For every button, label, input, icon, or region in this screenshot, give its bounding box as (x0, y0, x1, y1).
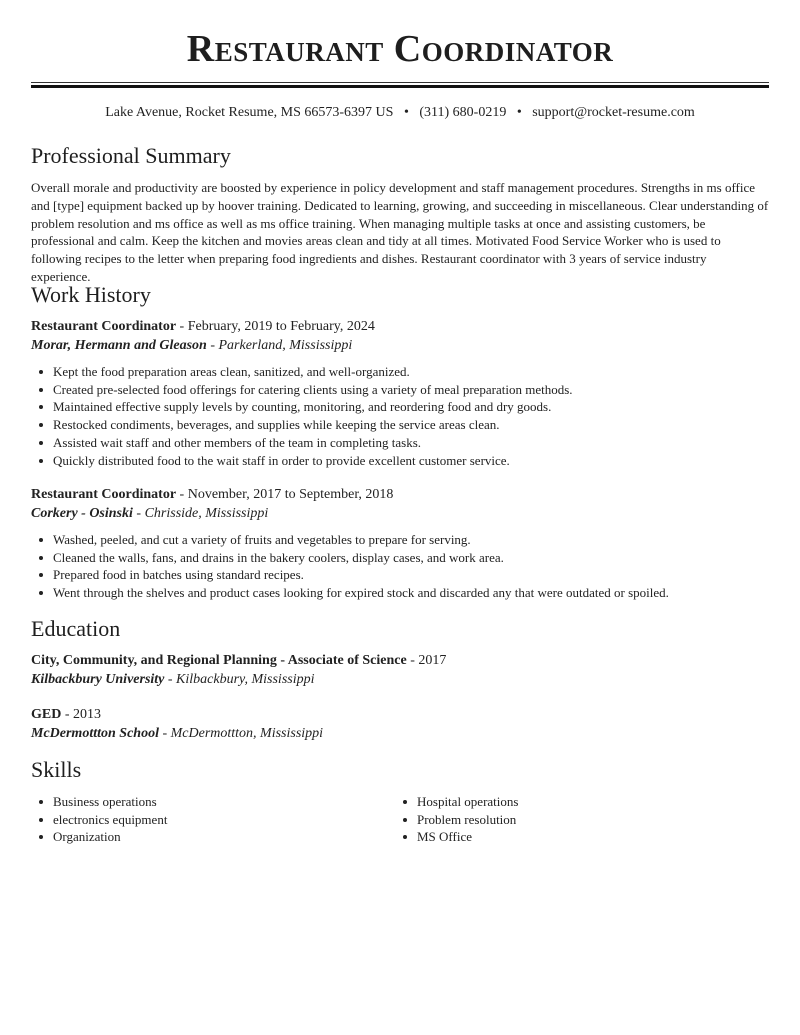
school-line (31, 671, 315, 689)
contact-phone: (311) 680-0219 (419, 105, 507, 120)
degree-name: City, Community, and Regional Planning - Associate of Science (31, 653, 407, 668)
resume-page (31, 0, 769, 845)
skills-list-right (395, 793, 518, 846)
list-item: Maintained effective supply levels by counting, monitoring, and reordering food and dry goods. (31, 398, 573, 416)
job-title: Restaurant Coordinator (31, 319, 177, 334)
skills-list-left (31, 793, 167, 846)
section-heading-education: Education (31, 616, 121, 641)
school-line (31, 725, 323, 743)
job-title-line (31, 486, 393, 504)
job-dates: - November, 2017 to September, 2018 (176, 487, 394, 502)
list-item: Prepared food in batches using standard recipes. (31, 566, 669, 584)
resume-title: Restaurant Coordinator (186, 28, 614, 70)
section-heading-work-history: Work History (31, 282, 151, 307)
title-divider-thick (31, 85, 769, 88)
school-name: McDermottton School (31, 726, 159, 741)
employer-location: - Parkerland, Mississippi (206, 338, 353, 353)
skill-item: Hospital operations (395, 793, 518, 811)
employer-line (31, 337, 352, 355)
list-item: Restocked condiments, beverages, and supplies while keeping the service areas clean. (31, 416, 573, 434)
degree-line (31, 652, 446, 670)
contact-address: Lake Avenue, Rocket Resume, MS 66573-6397 US (105, 105, 394, 120)
skill-item: MS Office (395, 828, 518, 846)
bullet-separator: • (516, 105, 522, 120)
summary-text: Overall morale and productivity are boosted by experience in policy development and staff management procedures. Strengths in ms office and [type] equipment backed up by hoover training. Dedicated to learning, growing, and succeeding in miscellaneous. Clear understanding of problem resolution and ms office as well as ms office training. When managing multiple tasks at once and assisting customers, be professional and calm. Keep the kitchen and movies areas clean and tidy at all times. Motivated Food Service Worker who is used to following recipes to the letter when preparing food ingredients and dishes. Restaurant coordinator with 3 years of service industry experience. (31, 180, 769, 284)
degree-year: - 2017 (406, 653, 447, 668)
bullet-separator: • (403, 105, 409, 120)
skill-item: electronics equipment (31, 811, 167, 829)
list-item: Assisted wait staff and other members of the team in completing tasks. (31, 434, 573, 452)
job-duties-list (31, 363, 573, 469)
degree-name: GED (31, 707, 62, 722)
contact-info (31, 104, 769, 122)
list-item: Created pre-selected food offerings for catering clients using a variety of meal preparation methods. (31, 381, 573, 399)
title-divider-thin (31, 82, 769, 83)
skill-item: Organization (31, 828, 167, 846)
list-item: Quickly distributed food to the wait staff in order to provide excellent customer service. (31, 452, 573, 470)
employer-name: Morar, Hermann and Gleason (31, 338, 207, 353)
employer-line (31, 505, 268, 523)
skill-item: Business operations (31, 793, 167, 811)
job-duties-list (31, 531, 669, 602)
section-heading-summary: Professional Summary (31, 143, 231, 168)
degree-line (31, 706, 101, 724)
degree-year: - 2013 (61, 707, 102, 722)
school-location: - Kilbackbury, Mississippi (164, 672, 315, 687)
list-item: Cleaned the walls, fans, and drains in the bakery coolers, display cases, and work area. (31, 549, 669, 567)
list-item: Kept the food preparation areas clean, sanitized, and well-organized. (31, 363, 573, 381)
school-name: Kilbackbury University (31, 672, 165, 687)
job-dates: - February, 2019 to February, 2024 (176, 319, 375, 334)
job-title: Restaurant Coordinator (31, 487, 177, 502)
employer-location: - Chrisside, Mississippi (132, 506, 269, 521)
list-item: Went through the shelves and product cases looking for expired stock and discarded any that were outdated or spoiled. (31, 584, 669, 602)
skill-item: Problem resolution (395, 811, 518, 829)
list-item: Washed, peeled, and cut a variety of fruits and vegetables to prepare for serving. (31, 531, 669, 549)
employer-name: Corkery - Osinski (31, 506, 133, 521)
job-title-line (31, 318, 375, 336)
school-location: - McDermottton, Mississippi (158, 726, 324, 741)
section-heading-skills: Skills (31, 757, 82, 782)
contact-email: support@rocket-resume.com (532, 105, 695, 120)
